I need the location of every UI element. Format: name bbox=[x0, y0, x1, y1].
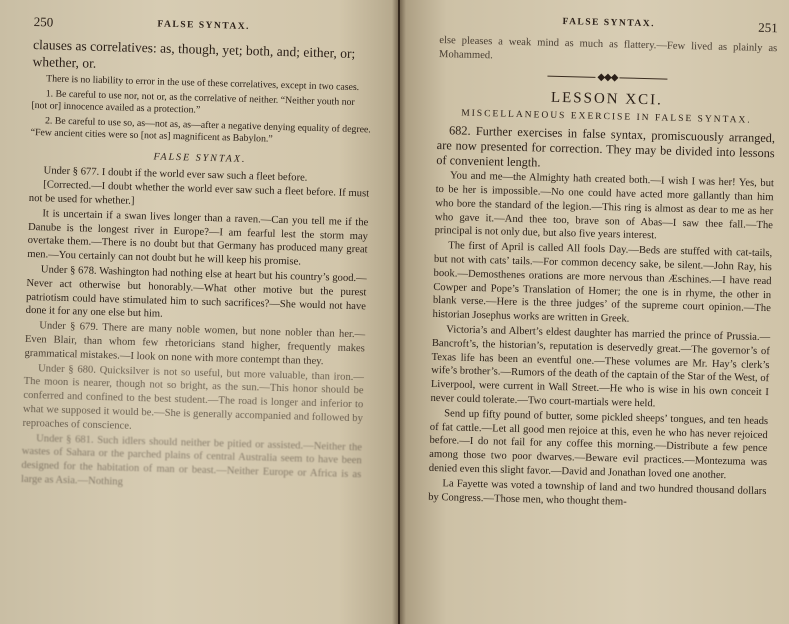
running-head-right: FALSE SYNTAX. bbox=[562, 16, 656, 30]
exercise-680: Under § 680. Quicksilver is not so useful, but more valuable, than iron.—The moon is nearer, though not so bright, as the sun.—This honor should be conferred and confined to the best student.—The road is longer and inferior to what we supposed it would be.—She is generally accompanied and followed by reproaches of conscience. bbox=[22, 362, 365, 432]
lesson-subtitle: MISCELLANEOUS EXERCISE IN FALSE SYNTAX. bbox=[461, 108, 752, 126]
exercise-677-continued: It is uncertain if a swan lives longer than a raven.—Can you tell me if the Danube is the longest river in Europe?—I am fearful lest the storm may overtake them.—There is no doubt but that Germany has produced many great men.—You certainly can not doubt but he will keep his promise. bbox=[27, 208, 369, 268]
ornament-diamonds-icon: ◆◆◆ bbox=[597, 71, 618, 83]
running-head-left: FALSE SYNTAX. bbox=[157, 19, 251, 33]
page-number-left: 250 bbox=[33, 14, 54, 30]
exercise-paragraph-5: La Fayette was voted a township of land and two hundred thousand dollars by Congress.—Those men, who thought them- bbox=[428, 477, 767, 508]
right-page-text bbox=[428, 12, 778, 513]
page-number-right: 251 bbox=[758, 19, 778, 36]
exercise-677: Under § 677. I doubt if the world ever saw such a fleet before. bbox=[43, 164, 308, 184]
ornament-rule-right bbox=[619, 77, 667, 79]
exercise-paragraph-1: You and me—the Almighty hath created both.—I wish I was her! Yes, but to be her is impossible.—No one could have acted more gallantly than him who bore the standard of the legion.—This ring is almost as dear to me as her who gave it.—And thee too, brave son of Abas—I saw thee fall.—The principal is not only due, but also five years interest. bbox=[434, 170, 775, 242]
intro-clause-line: clauses as correlatives: as, though, yet; both, and; either, or; whether, or. bbox=[32, 36, 356, 71]
ornament-divider bbox=[438, 68, 776, 87]
ornament-rule-left bbox=[548, 75, 596, 77]
carryover-text: else pleases a weak mind as much as flattery.—Few lived as plainly as Mohammed. bbox=[438, 34, 778, 62]
book-gutter bbox=[392, 0, 406, 624]
lesson-title: LESSON XCI. bbox=[550, 89, 664, 109]
right-page bbox=[400, 0, 789, 624]
section-title-false-syntax: FALSE SYNTAX. bbox=[153, 150, 247, 165]
note-liability: There is no liability to error in the use of these correlatives, except in two cases. bbox=[46, 73, 360, 94]
exercise-681: Under § 681. Such idlers should neither be pitied or assisted.—Neither the wastes of Sahara or the parched plains of central Australia seem to have been designed for the habitation of man or beast.—Neither Europe or Africa is as large as Asia.—Nothing bbox=[20, 432, 363, 488]
left-page-text bbox=[21, 14, 374, 497]
exercise-679: Under § 679. There are many noble women, but none nobler than her.—Even Blair, than whom few rhetoricians stand higher, frequently makes grammatical mistakes.—I look on none with more contempt than they. bbox=[24, 320, 366, 368]
note-rule-1: 1. Be careful to use nor, not or, as the correlative of neither. “Neither youth nor [not or] innocence availed as a protection.” bbox=[31, 87, 355, 116]
lesson-intro-682: 682. Further exercises in false syntax, promiscuously arranged, are now presented for correction. They may be divided into lessons of convenient length. bbox=[436, 122, 776, 170]
exercise-paragraph-2: The first of April is called All fools Day.—Beds are stuffed with cat-tails, but not with cats’ tails.—For common decency sake, be silent.—John Ray, his book.—Demosthenes orations are more nervous than Æschines.—I have read Cowper and Pope’s Translation of Homer; the one is in rhyme, the other in blank verse.—Here is the three judges’ of the supreme court opinion.—The historian Josephus works are written in Greek. bbox=[432, 240, 773, 325]
exercise-677-corrected: [Corrected.—I doubt whether the world ever saw such a fleet before. If must not be used for whether.] bbox=[28, 179, 370, 207]
note-rule-2: 2. Be careful to use so, as—not as, as—after a negative denying equality of degree. “Few ancient cities were so [not as] magnificent as Babylon.” bbox=[30, 114, 371, 145]
exercise-678: Under § 678. Washington had nothing else at heart but his country’s good.—Never act otherwise but honorably.—What other motive but the purest patriotism could have stimulated him to such sacrifices?—She would not have done it for any one else but him. bbox=[25, 264, 367, 321]
exercise-paragraph-4: Send up fifty pound of butter, some pickled sheeps’ tongues, and ten heads of fat cattle.—Let all good men rejoice at this, even he who has never rejoiced before.—I do not fail for any coffee this morning.—Distribute a few pence among those two poor dwarves.—Beware evil practices.—Montezuma was denied even this slight favor.—David and Jonathan loved one another. bbox=[428, 407, 769, 482]
exercise-paragraph-3: Victoria’s and Albert’s eldest daughter has married the prince of Prussia.—Bancroft’s, the historian’s, reputation is deservedly great.—The governor’s of Texas life has been an eventful one.—These volumes are Mr. Hay’s clerk’s wife’s brother’s.—Rumors of the death of the captain of the Star of the West, of Liverpool, were current in Wall Street.—He who is wise in his own conceit I never could tolerate.—Two court-martials were held. bbox=[430, 324, 771, 410]
